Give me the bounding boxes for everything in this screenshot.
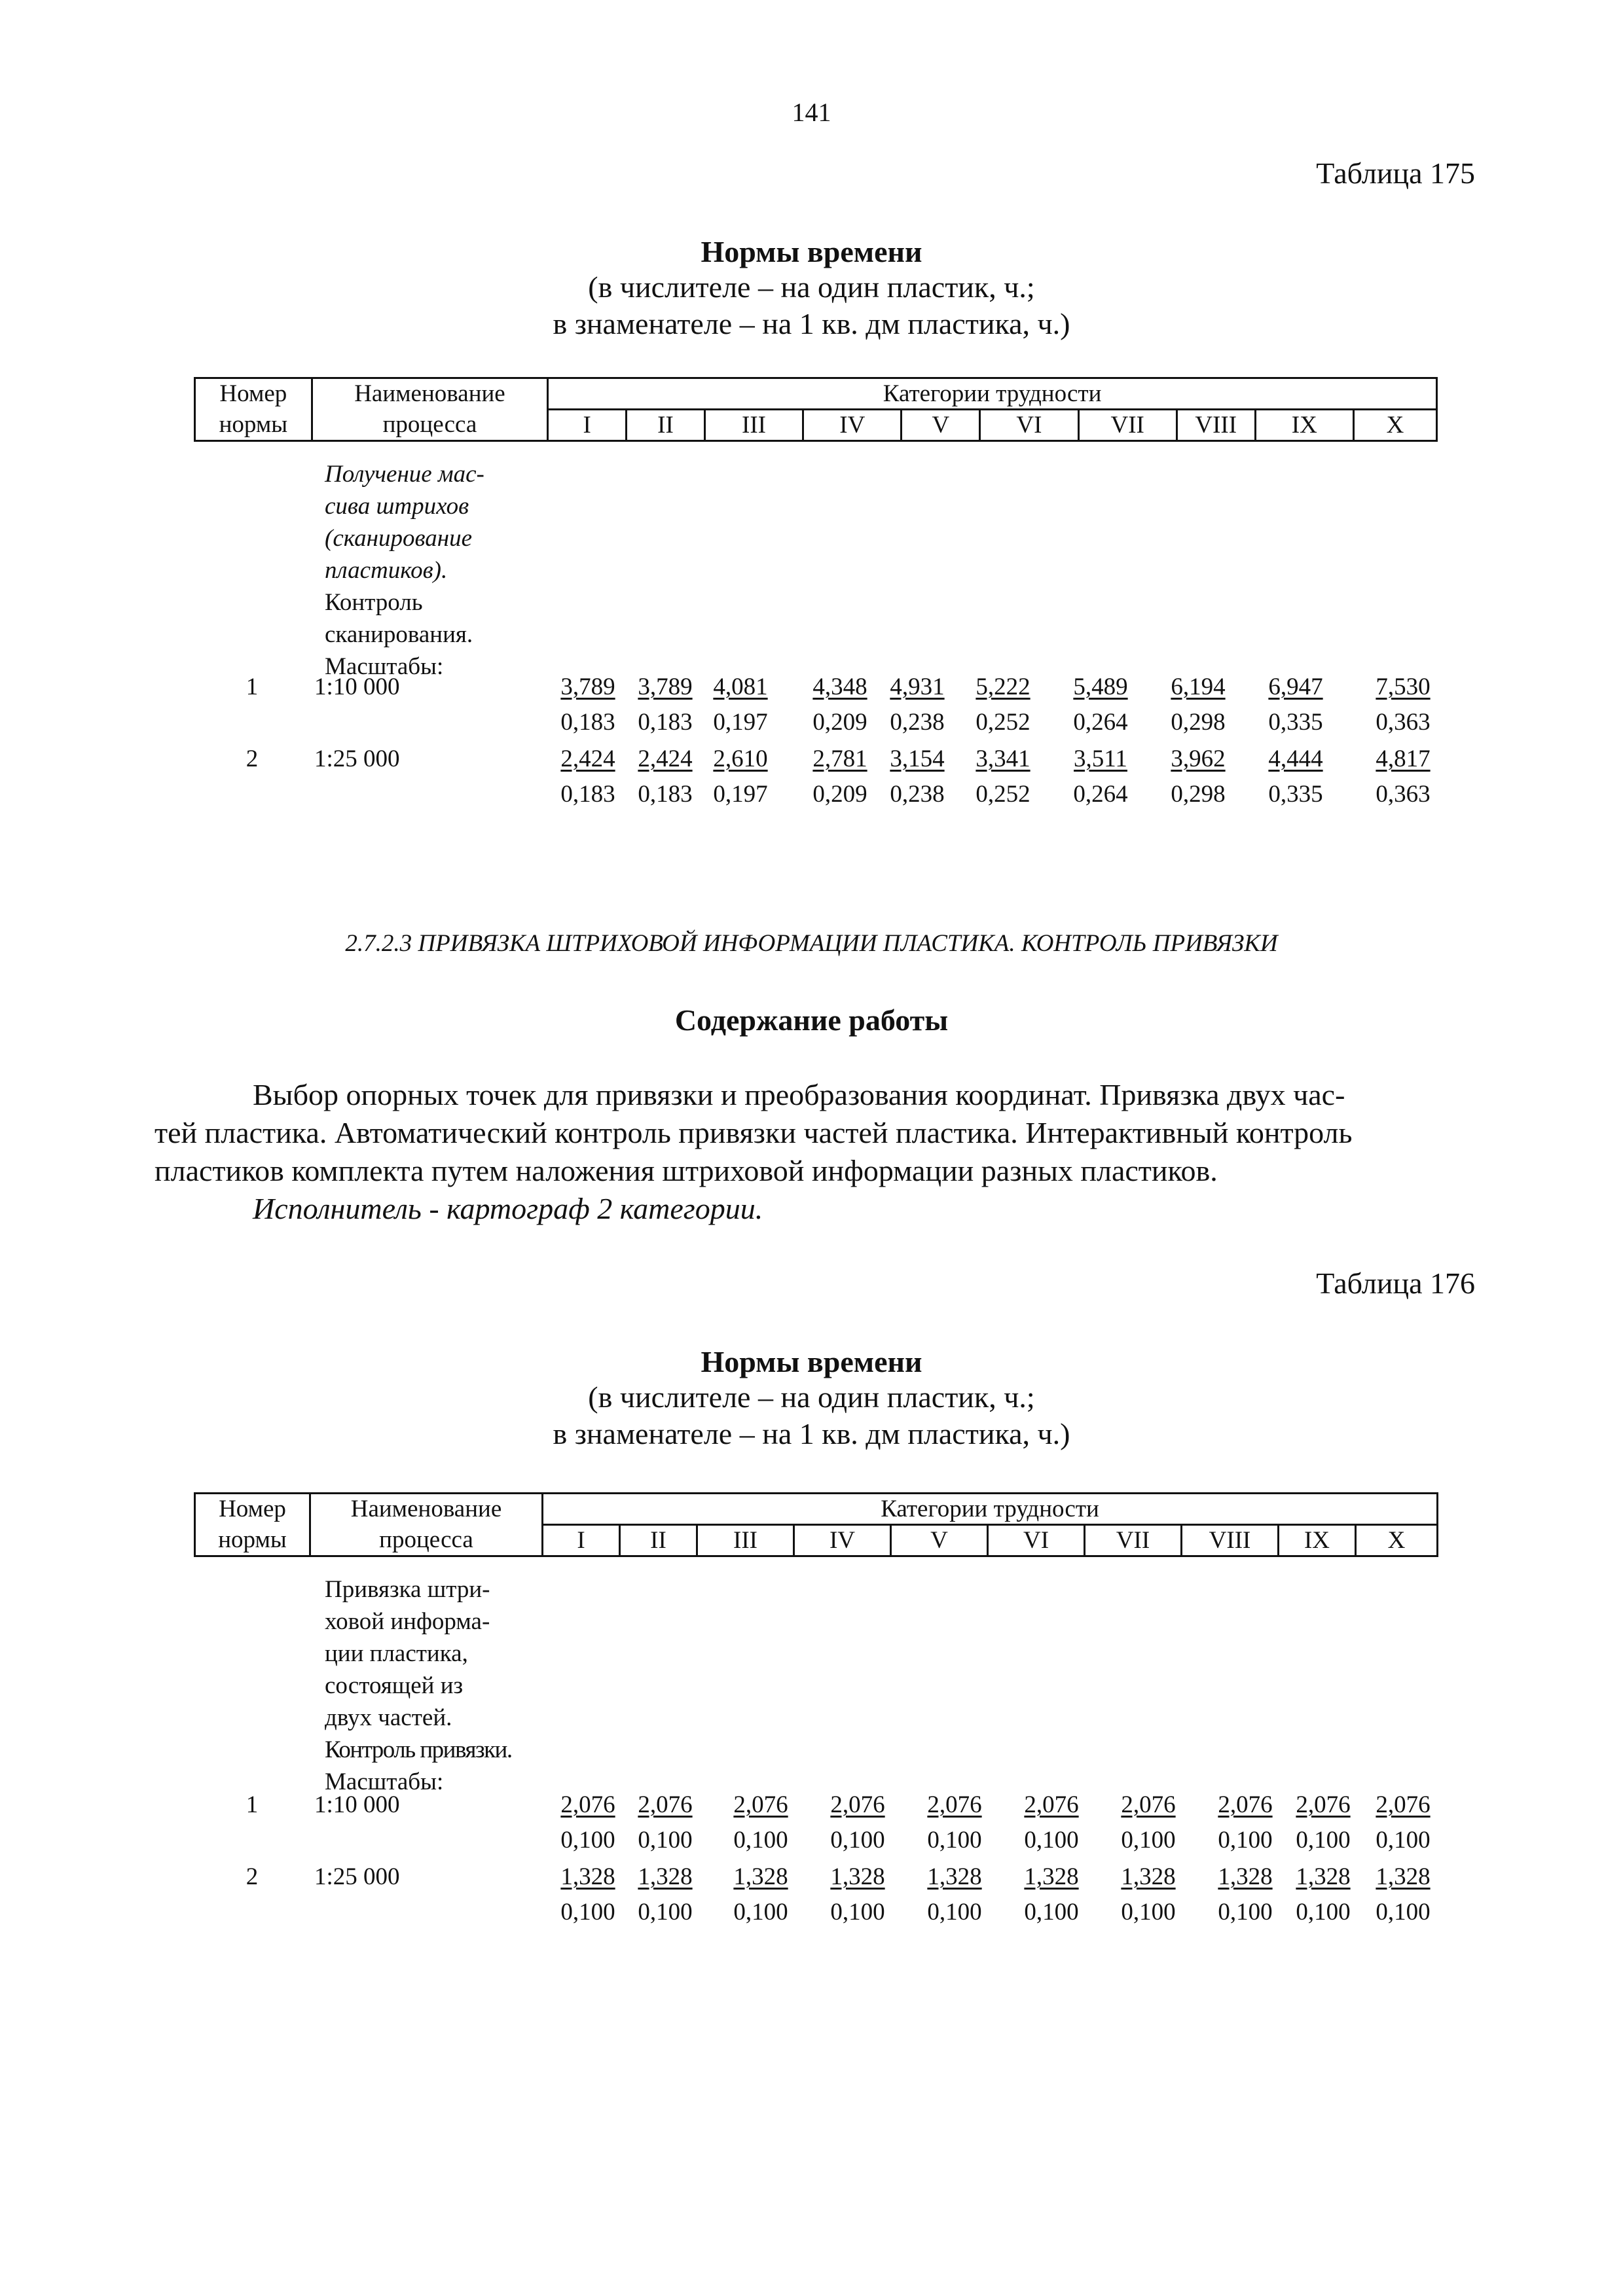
numerator-value: 2,076 (1376, 1791, 1431, 1818)
category-cell: IX (1279, 1525, 1356, 1556)
denominator-value: 0,100 (1376, 1899, 1431, 1926)
numerator-value: 1,328 (733, 1863, 788, 1890)
numerator-value: 2,076 (1121, 1791, 1176, 1818)
category-cell: I (543, 1525, 620, 1556)
denominator-value: 0,100 (830, 1827, 885, 1854)
category-cell: VII (1085, 1525, 1182, 1556)
category-cell: IX (1255, 410, 1353, 441)
denominator-value: 0,298 (1171, 781, 1226, 808)
denominator-value: 0,100 (560, 1827, 615, 1854)
denominator-value: 0,100 (1296, 1899, 1351, 1926)
numerator-value: 1,328 (927, 1863, 982, 1890)
row-number: 1 (246, 673, 259, 700)
denominator-value: 0,363 (1376, 781, 1431, 808)
category-cell: III (697, 1525, 794, 1556)
col-number-header: Номер (195, 378, 312, 410)
table-175-process: Получение мас- сива штрихов (сканирование пластиков). Контроль сканирования. Масштабы: (325, 461, 484, 680)
numerator-value: 1,328 (560, 1863, 615, 1890)
denominator-value: 0,100 (1296, 1827, 1351, 1854)
numerator-value: 7,530 (1376, 673, 1431, 700)
paragraph-line-1: Выбор опорных точек для привязки и преобразования координат. Привязка двух час- (253, 1078, 1345, 1111)
numerator-value: 3,789 (560, 673, 615, 700)
col-number-header-2: нормы (195, 1525, 310, 1556)
denominator-value: 0,238 (890, 781, 945, 808)
denominator-value: 0,100 (1121, 1899, 1176, 1926)
denominator-value: 0,100 (638, 1827, 693, 1854)
denominator-value: 0,100 (560, 1899, 615, 1926)
category-cell: II (620, 1525, 697, 1556)
denominator-value: 0,100 (638, 1899, 693, 1926)
table-175-subtitle-2: в знаменателе – на 1 кв. дм пластика, ч.) (553, 307, 1070, 340)
category-cell: IV (803, 410, 902, 441)
numerator-value: 3,789 (638, 673, 693, 700)
col-process-header-2: процесса (310, 1525, 543, 1556)
section-heading: 2.7.2.3 ПРИВЯЗКА ШТРИХОВОЙ ИНФОРМАЦИИ ПЛАСТИКА. КОНТРОЛЬ ПРИВЯЗКИ (345, 930, 1278, 957)
table-175-label: Таблица 175 (1316, 156, 1475, 190)
denominator-value: 0,100 (1024, 1899, 1079, 1926)
paragraph-line-2: тей пластика. Автоматический контроль привязки частей пластика. Интерактивный контроль (155, 1116, 1353, 1149)
denominator-value: 0,209 (812, 709, 867, 736)
col-process-header: Наименование (310, 1494, 543, 1525)
table-175-header (194, 377, 1438, 442)
denominator-value: 0,100 (1218, 1899, 1273, 1926)
denominator-value: 0,100 (830, 1899, 885, 1926)
paragraph-line-3: пластиков комплекта путем наложения штриховой информации разных пластиков. (155, 1154, 1218, 1187)
numerator-value: 4,081 (713, 673, 768, 700)
numerator-value: 2,781 (812, 745, 867, 772)
row-scale: 1:10 000 (314, 673, 400, 700)
denominator-value: 0,298 (1171, 709, 1226, 736)
numerator-value: 4,444 (1268, 745, 1323, 772)
page-number: 141 (792, 98, 831, 127)
numerator-value: 1,328 (1376, 1863, 1431, 1890)
denominator-value: 0,197 (713, 709, 768, 736)
row-number: 2 (246, 745, 259, 772)
col-number-header-2: нормы (195, 410, 312, 441)
denominator-value: 0,100 (1376, 1827, 1431, 1854)
category-cell: VII (1078, 410, 1176, 441)
categories-header: Категории трудности (548, 378, 1437, 410)
denominator-value: 0,335 (1268, 709, 1323, 736)
denominator-value: 0,264 (1073, 709, 1128, 736)
numerator-value: 3,154 (890, 745, 945, 772)
table-175-subtitle-1: (в числителе – на один пластик, ч.; (588, 270, 1035, 304)
numerator-value: 3,962 (1171, 745, 1226, 772)
denominator-value: 0,100 (733, 1899, 788, 1926)
denominator-value: 0,252 (976, 709, 1030, 736)
numerator-value: 2,076 (1218, 1791, 1273, 1818)
category-cell: VI (988, 1525, 1085, 1556)
category-cell: X (1353, 410, 1436, 441)
numerator-value: 2,076 (1296, 1791, 1351, 1818)
denominator-value: 0,100 (733, 1827, 788, 1854)
categories-header: Категории трудности (543, 1494, 1438, 1525)
numerator-value: 2,076 (830, 1791, 885, 1818)
numerator-value: 1,328 (1218, 1863, 1273, 1890)
numerator-value: 1,328 (1296, 1863, 1351, 1890)
table-176-header (194, 1492, 1438, 1557)
content-title: Содержание работы (674, 1003, 949, 1037)
numerator-value: 2,424 (638, 745, 693, 772)
col-number-header: Номер (195, 1494, 310, 1525)
numerator-value: 1,328 (638, 1863, 693, 1890)
numerator-value: 2,610 (713, 745, 768, 772)
table-176-process: Привязка штри- ховой информа- ции пластика, состоящей из двух частей. Контроль привязки. Масштабы: (325, 1576, 512, 1795)
denominator-value: 0,335 (1268, 781, 1323, 808)
denominator-value: 0,209 (812, 781, 867, 808)
numerator-value: 1,328 (1121, 1863, 1176, 1890)
category-cell: VIII (1176, 410, 1255, 441)
numerator-value: 4,931 (890, 673, 945, 700)
category-cell: III (704, 410, 803, 441)
row-scale: 1:25 000 (314, 1863, 400, 1890)
numerator-value: 2,424 (560, 745, 615, 772)
category-cell: VI (980, 410, 1078, 441)
denominator-value: 0,183 (638, 781, 693, 808)
numerator-value: 4,817 (1376, 745, 1431, 772)
category-cell: II (627, 410, 705, 441)
denominator-value: 0,363 (1376, 709, 1431, 736)
numerator-value: 6,194 (1171, 673, 1226, 700)
col-process-header: Наименование (312, 378, 548, 410)
numerator-value: 5,222 (976, 673, 1030, 700)
numerator-value: 2,076 (560, 1791, 615, 1818)
table-176-label: Таблица 176 (1316, 1266, 1475, 1300)
row-scale: 1:25 000 (314, 745, 400, 772)
table-176-subtitle-1: (в числителе – на один пластик, ч.; (588, 1380, 1035, 1414)
denominator-value: 0,183 (560, 709, 615, 736)
numerator-value: 2,076 (638, 1791, 693, 1818)
numerator-value: 5,489 (1073, 673, 1128, 700)
table-176-title: Нормы времени (701, 1345, 922, 1378)
category-cell: X (1356, 1525, 1438, 1556)
numerator-value: 2,076 (927, 1791, 982, 1818)
row-number: 2 (246, 1863, 259, 1890)
denominator-value: 0,183 (638, 709, 693, 736)
denominator-value: 0,100 (1024, 1827, 1079, 1854)
denominator-value: 0,100 (1121, 1827, 1176, 1854)
row-number: 1 (246, 1791, 259, 1818)
category-cell: V (891, 1525, 988, 1556)
denominator-value: 0,252 (976, 781, 1030, 808)
numerator-value: 3,511 (1074, 745, 1127, 772)
numerator-value: 2,076 (733, 1791, 788, 1818)
numerator-value: 6,947 (1268, 673, 1323, 700)
denominator-value: 0,100 (1218, 1827, 1273, 1854)
numerator-value: 3,341 (976, 745, 1030, 772)
category-cell: VIII (1182, 1525, 1279, 1556)
denominator-value: 0,183 (560, 781, 615, 808)
category-cell: V (902, 410, 980, 441)
row-scale: 1:10 000 (314, 1791, 400, 1818)
denominator-value: 0,100 (927, 1827, 982, 1854)
denominator-value: 0,238 (890, 709, 945, 736)
table-176-subtitle-2: в знаменателе – на 1 кв. дм пластика, ч.) (553, 1417, 1070, 1450)
numerator-value: 2,076 (1024, 1791, 1079, 1818)
numerator-value: 4,348 (812, 673, 867, 700)
col-process-header-2: процесса (312, 410, 548, 441)
table-175-title: Нормы времени (701, 235, 922, 268)
denominator-value: 0,197 (713, 781, 768, 808)
numerator-value: 1,328 (830, 1863, 885, 1890)
category-cell: I (548, 410, 627, 441)
denominator-value: 0,264 (1073, 781, 1128, 808)
category-cell: IV (794, 1525, 891, 1556)
denominator-value: 0,100 (927, 1899, 982, 1926)
executor-line: Исполнитель - картограф 2 категории. (253, 1192, 763, 1225)
numerator-value: 1,328 (1024, 1863, 1079, 1890)
